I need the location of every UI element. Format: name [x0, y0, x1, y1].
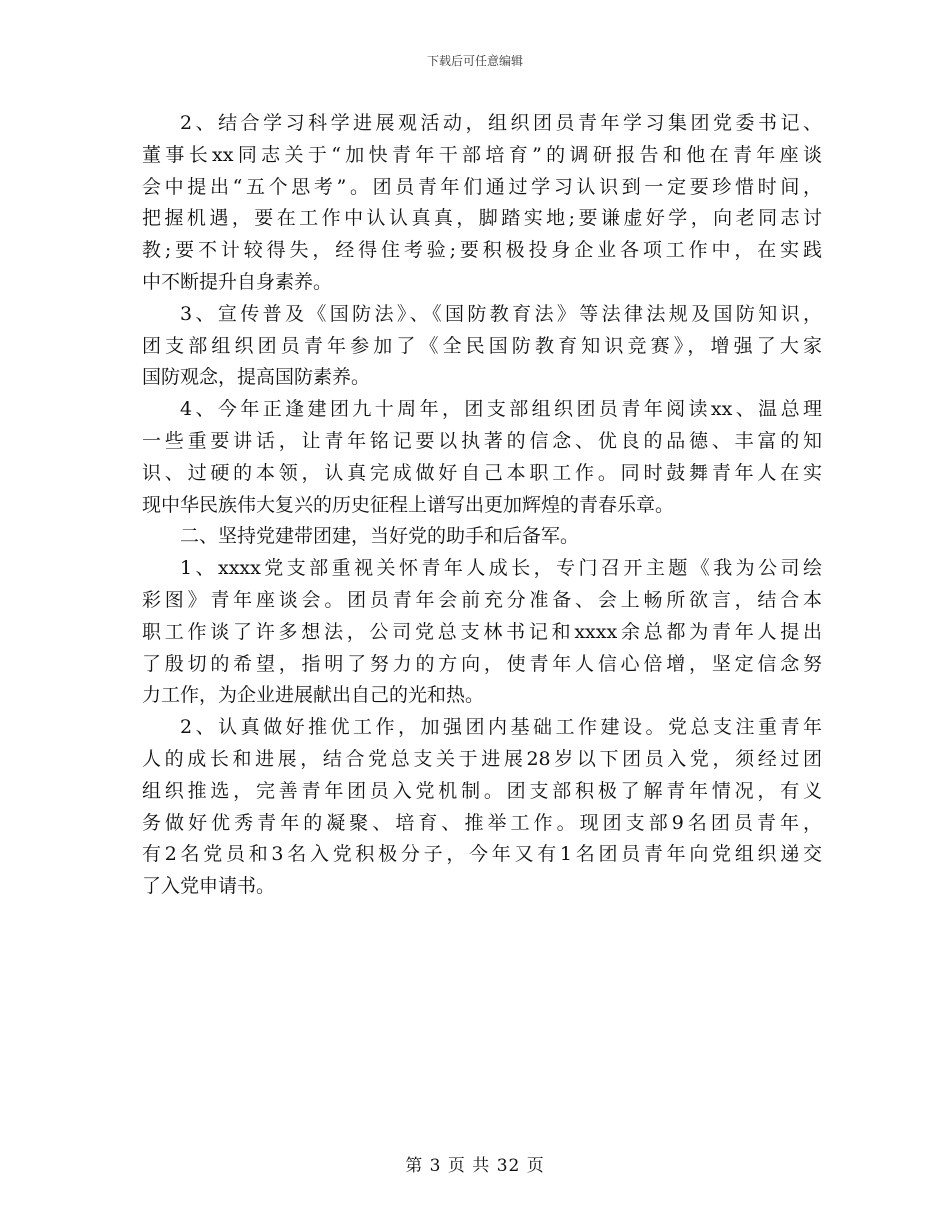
- paragraph-line: 教;要不计较得失，经得住考验;要积极投身企业各项工作中，在实践: [142, 239, 822, 262]
- paragraph-line: 一些重要讲话，让青年铭记要以执著的信念、优良的品德、丰富的知: [142, 429, 822, 452]
- paragraph-line: 人的成长和进展，结合党总支关于进展28岁以下团员入党，须经过团: [142, 747, 822, 770]
- page-number-footer: 第 3 页 共 32 页: [405, 1156, 545, 1176]
- paragraph-line: 会中提出“五个思考”。团员青年们通过学习认识到一定要珍惜时间，: [142, 175, 822, 198]
- paragraph-line: 1、xxxx党支部重视关怀青年人成长，专门召开主题《我为公司绘: [180, 557, 822, 580]
- paragraph-line: 3、宣传普及《国防法》、《国防教育法》等法律法规及国防知识，: [180, 302, 822, 325]
- document-body: [142, 108, 822, 903]
- paragraph-line: 职工作谈了许多想法，公司党总支林书记和xxxx余总都为青年人提出: [142, 620, 822, 643]
- paragraph-line: 力工作，为企业进展献出自己的光和热。: [142, 684, 485, 707]
- paragraph-line: 识、过硬的本领，认真完成做好自己本职工作。同时鼓舞青年人在实: [142, 461, 822, 484]
- paragraph-line: 了入党申请书。: [142, 875, 276, 898]
- paragraph-line: 2、认真做好推优工作，加强团内基础工作建设。党总支注重青年: [180, 716, 822, 739]
- paragraph-line: 现中华民族伟大复兴的历史征程上谱写出更加辉煌的青春乐章。: [142, 493, 675, 516]
- paragraph-line: 国防观念，提高国防素养。: [142, 366, 371, 389]
- section-heading: 二、坚持党建带团建，当好党的助手和后备军。: [180, 525, 580, 548]
- paragraph-line: 中不断提升自身素养。: [142, 270, 333, 293]
- paragraph-line: 团支部组织团员青年参加了《全民国防教育知识竞赛》，增强了大家: [142, 334, 822, 357]
- paragraph-line: 把握机遇，要在工作中认认真真，脚踏实地;要谦虚好学，向老同志讨: [142, 207, 822, 230]
- paragraph-line: 彩图》青年座谈会。团员青年会前充分准备、会上畅所欲言，结合本: [142, 588, 822, 611]
- paragraph-line: 有2名党员和3名入党积极分子，今年又有1名团员青年向党组织递交: [142, 843, 822, 866]
- paragraph-line: 董事长xx同志关于“加快青年干部培育”的调研报告和他在青年座谈: [142, 143, 822, 166]
- paragraph-line: 了殷切的希望，指明了努力的方向，使青年人信心倍增，坚定信念努: [142, 652, 822, 675]
- paragraph-line: 组织推选，完善青年团员入党机制。团支部积极了解青年情况，有义: [142, 779, 822, 802]
- page-header: 下载后可任意编辑: [426, 54, 523, 68]
- paragraph-line: 4、今年正逢建团九十周年，团支部组织团员青年阅读xx、温总理: [180, 398, 822, 421]
- paragraph-line: 务做好优秀青年的凝聚、培育、推举工作。现团支部9名团员青年，: [142, 811, 822, 834]
- paragraph-line: 2、结合学习科学进展观活动，组织团员青年学习集团党委书记、: [180, 112, 822, 134]
